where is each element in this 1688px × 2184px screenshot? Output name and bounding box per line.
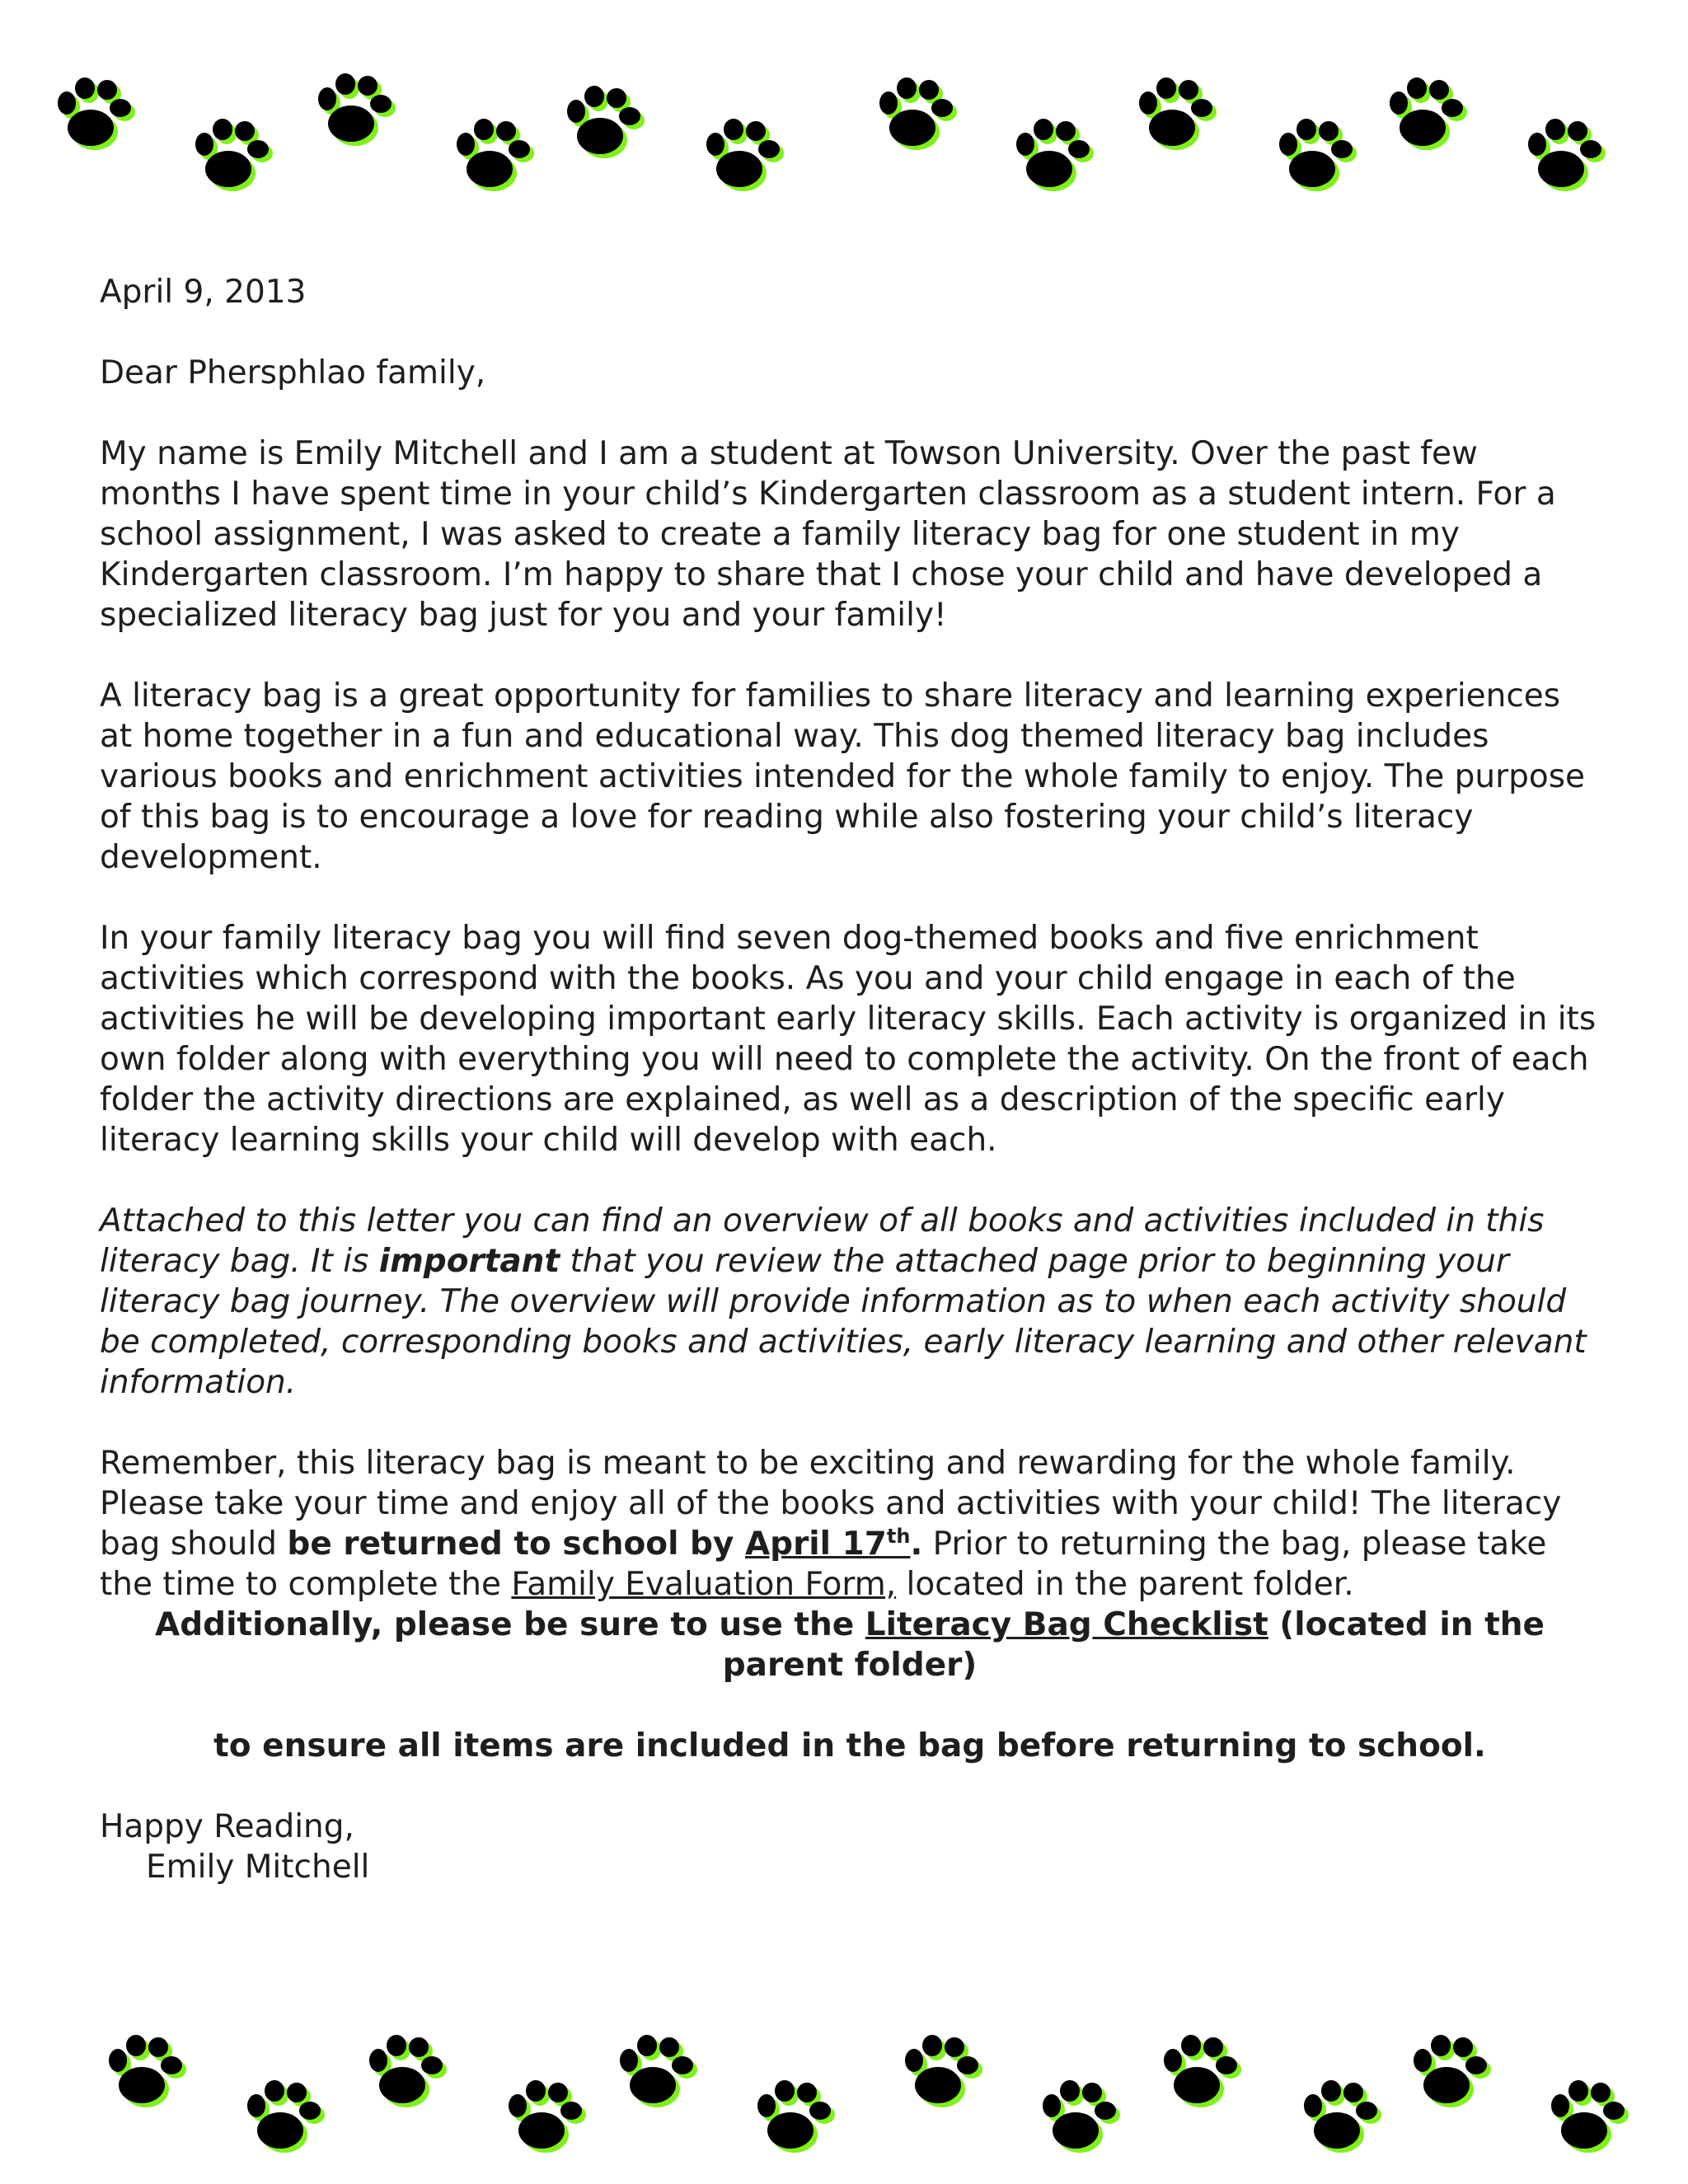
- checklist-text-after: (located in the parent folder): [722, 1606, 1545, 1684]
- checklist-notice-line-1: [100, 1605, 1600, 1685]
- letter-body: [100, 272, 1600, 1928]
- checklist-text-before: Additionally, please be sure to use the: [155, 1606, 865, 1643]
- paw-print-icon: [1541, 2077, 1632, 2159]
- paw-print-icon: [99, 2032, 190, 2114]
- paw-print-icon: [557, 82, 648, 165]
- family-evaluation-form-label: Family Evaluation Form,: [511, 1566, 897, 1603]
- bottom-paw-border: [0, 2011, 1688, 2176]
- paw-print-icon: [237, 2077, 328, 2159]
- literacy-bag-checklist-label: Literacy Bag Checklist: [865, 1606, 1268, 1643]
- return-paragraph: [100, 1443, 1600, 1605]
- paw-print-icon: [870, 74, 960, 157]
- top-paw-border: [0, 49, 1688, 214]
- letter-greeting: Dear Phersphlao family,: [100, 354, 486, 391]
- paw-print-icon: [895, 2032, 986, 2114]
- return-text-1: Remember, this literacy bag is meant to be exciting and rewarding for the whole family. Please take your time and enjoy all of the books and activities with your child! The literacy bag should: [100, 1445, 1562, 1563]
- letter-date: April 9, 2013: [100, 274, 307, 311]
- return-text-2: Prior to returning the bag, please take the time to complete the: [100, 1526, 1547, 1603]
- return-date-period: .: [910, 1526, 923, 1563]
- paw-print-icon: [1154, 2032, 1245, 2114]
- contents-paragraph: In your family literacy bag you will find seven dog-themed books and five enrichment activities which correspond with the books. As you and your child engage in each of the activities he will be developing important early literacy skills. Each activity is organized in its own folder along with everything you will need to complete the activity. On the front of each folder the activity directions are explained, as well as a description of the specific early literacy learning skills your child will develop with each.: [100, 920, 1597, 1159]
- paw-print-icon: [1269, 115, 1360, 198]
- return-text-3: located in the parent folder.: [896, 1566, 1354, 1603]
- literacy-bag-paragraph: A literacy bag is a great opportunity for families to share literacy and learning experiences at home together in a fun and educational way. This dog themed literacy bag includes various books and enrichment activities intended for the whole family to enjoy. The purpose of this bag is to encourage a love for reading while also fostering your child’s literacy development.: [100, 677, 1586, 876]
- paw-print-icon: [1294, 2077, 1385, 2159]
- paw-print-icon: [1129, 74, 1220, 157]
- checklist-notice-line-2: to ensure all items are included in the bag before returning to school.: [213, 1727, 1486, 1765]
- paw-print-icon: [48, 74, 138, 157]
- paw-print-icon: [359, 2032, 450, 2114]
- letter-closing: Happy Reading,: [100, 1808, 354, 1845]
- return-date-main: April 17: [744, 1526, 887, 1563]
- paw-print-icon: [308, 70, 399, 152]
- paw-print-icon: [1006, 115, 1097, 198]
- intro-paragraph: My name is Emily Mitchell and I am a student at Towson University. Over the past few months I have spent time in your child’s Kindergarten classroom as a student intern. For a school assignment, I was asked to create a family literacy bag for one student in my Kindergarten classroom. I’m happy to share that I chose your child and have developed a specialized literacy bag just for you and your family!: [100, 435, 1556, 634]
- overview-paragraph: [100, 1201, 1600, 1403]
- return-date: [745, 1526, 910, 1563]
- paw-print-icon: [499, 2077, 589, 2159]
- paw-print-icon: [696, 115, 787, 198]
- paw-print-icon: [610, 2032, 701, 2114]
- return-date-suffix: th: [886, 1525, 911, 1548]
- paw-print-icon: [447, 115, 537, 198]
- paw-print-icon: [1380, 74, 1470, 157]
- overview-text-after: that you review the attached page prior to beginning your literacy bag journey. The overview will provide information as to when each activity should be completed, corresponding books and activities, early literacy learning and other relevant information.: [100, 1243, 1587, 1401]
- overview-text-before: Attached to this letter you can find an overview of all books and activities included in this literacy bag. It is: [100, 1202, 1545, 1280]
- important-emphasis: important: [378, 1243, 560, 1280]
- letter-signature: Emily Mitchell: [146, 1849, 370, 1886]
- return-deadline-label: be returned to school by: [287, 1526, 745, 1563]
- paw-print-icon: [1033, 2077, 1123, 2159]
- paw-print-icon: [1518, 115, 1609, 198]
- paw-print-icon: [748, 2077, 838, 2159]
- paw-print-icon: [1404, 2032, 1494, 2114]
- paw-print-icon: [185, 115, 276, 198]
